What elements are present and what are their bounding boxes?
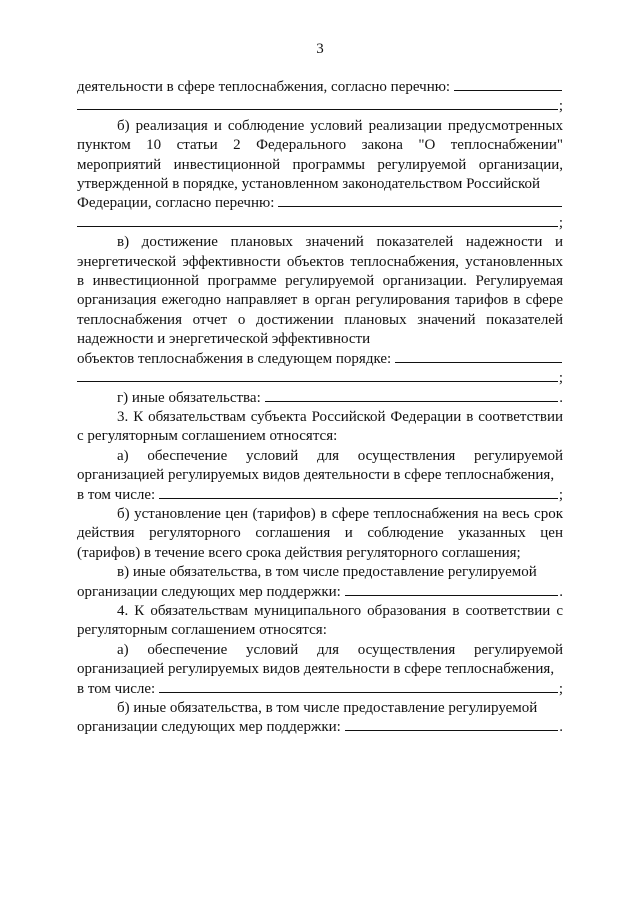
paragraph-3-text: объектов теплоснабжения в следующем порядке:: [77, 350, 392, 367]
paragraph-10-line: [77, 680, 563, 699]
blank-line: [395, 362, 562, 363]
paragraph-10: а) обеспечение условий для осуществления регулируемой организацией регулируемых видов деятельности в сфере теплоснабжения,: [77, 641, 563, 678]
paragraph-4-text: г) иные обязательства:: [117, 389, 261, 406]
blank-line: [345, 595, 558, 596]
paragraph-2: б) реализация и соблюдение условий реализации предусмотренных пунктом 10 статьи 2 Федерального закона "О теплоснабжении" мероприятий инвестиционной программы регулируемой организации, утвержденной в порядке, установленном законодательством Российской: [77, 117, 563, 193]
line-end-mark: .: [559, 719, 563, 736]
blank-line: [345, 730, 558, 731]
paragraph-2-line: [77, 194, 563, 213]
line-end-mark: .: [559, 389, 563, 406]
paragraph-3-continuation: [77, 369, 563, 388]
paragraph-2-text: Федерации, согласно перечню:: [77, 195, 275, 212]
blank-line: [278, 206, 562, 207]
blank-line: [159, 498, 558, 499]
paragraph-6: а) обеспечение условий для осуществления регулируемой организацией регулируемых видов деятельности в сфере теплоснабжения,: [77, 447, 563, 484]
paragraph-11-text: организации следующих мер поддержки:: [77, 719, 341, 736]
page-number: 3: [316, 41, 324, 57]
blank-line: [77, 226, 558, 227]
line-end-mark: ;: [558, 680, 563, 697]
paragraph-11: б) иные обязательства, в том числе предоставление регулируемой: [117, 700, 538, 716]
line-end-mark: ;: [558, 486, 563, 503]
line-end-mark: ;: [558, 98, 563, 115]
paragraph-8-line: [77, 583, 563, 602]
paragraph-4-line: [77, 389, 563, 408]
paragraph-3: в) достижение плановых значений показателей надежности и энергетической эффективности объектов теплоснабжения, установленных в инвестиционной программе регулируемой организации. Регулируемая организация ежегодно направляет в орган регулирования тарифов в сфере теплоснабжения отчет о достижении плановых значений показателей надежности и энергетической эффективности: [77, 234, 563, 348]
paragraph-9: 4. К обязательствам муниципального образования в соответствии с регуляторным соглашением относятся:: [77, 602, 563, 639]
paragraph-5: 3. К обязательствам субъекта Российской Федерации в соответствии с регуляторным соглашением относятся:: [77, 408, 563, 445]
paragraph-1-line: [77, 78, 563, 97]
paragraph-6-text: в том числе:: [77, 486, 156, 503]
document-body: [77, 78, 563, 738]
paragraph-3-line: [77, 350, 563, 369]
paragraph-6-line: [77, 486, 563, 505]
blank-line: [159, 692, 558, 693]
paragraph-2-continuation: [77, 214, 563, 233]
blank-line: [265, 401, 558, 402]
paragraph-1-continuation: [77, 97, 563, 116]
paragraph-11-line: [77, 718, 563, 737]
paragraph-7: б) установление цен (тарифов) в сфере теплоснабжения на весь срок действия регуляторного соглашения и соблюдение указанных цен (тарифов) в течение всего срока действия регуляторного соглашения;: [77, 505, 563, 561]
line-end-mark: ;: [558, 370, 563, 387]
line-end-mark: .: [559, 583, 563, 600]
paragraph-10-text: в том числе:: [77, 680, 156, 697]
paragraph-1-text: деятельности в сфере теплоснабжения, согласно перечню:: [77, 79, 451, 95]
paragraph-8: в) иные обязательства, в том числе предоставление регулируемой: [117, 564, 537, 581]
blank-line: [77, 109, 558, 110]
blank-line: [454, 90, 562, 91]
line-end-mark: ;: [558, 214, 563, 231]
paragraph-8-text: организации следующих мер поддержки:: [77, 583, 341, 600]
blank-line: [77, 381, 558, 382]
